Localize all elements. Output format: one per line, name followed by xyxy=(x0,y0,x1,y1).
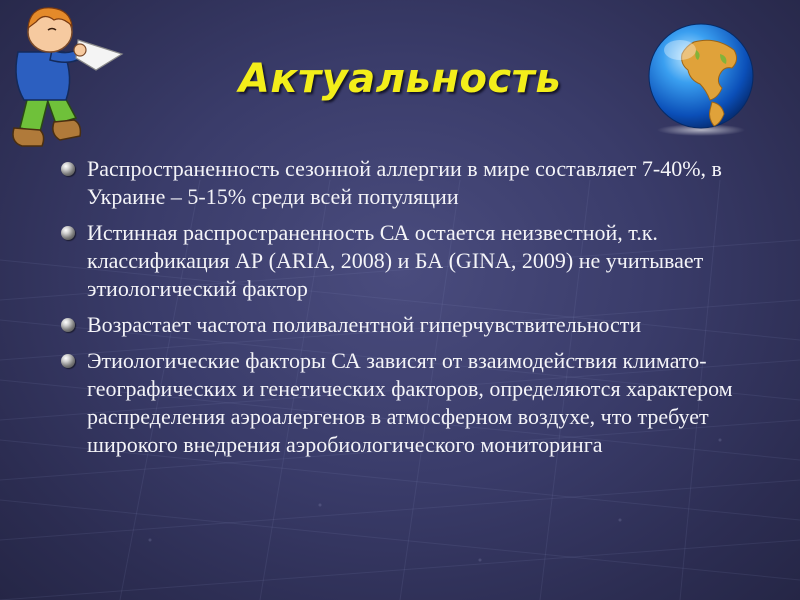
sphere-bullet-icon xyxy=(61,162,75,176)
sphere-bullet-icon xyxy=(61,226,75,240)
slide-title: Актуальность xyxy=(238,56,562,102)
bullet-text: Истинная распространенность СА остается неизвестной, т.к. классификация АР (ARIA, 2008) и БА (GINA, 2009) не учитывает этиологический фактор xyxy=(87,220,704,301)
bullet-item xyxy=(60,219,765,303)
bullet-text: Этиологические факторы СА зависят от взаимодействия климато-географических и генетических факторов, определяются характером распределения аэроалергенов в атмосферном воздухе, что требует широкого внедрения аэробиологического мониторинга xyxy=(87,348,733,457)
bullet-text: Возрастает частота поливалентной гиперчувствительности xyxy=(87,312,642,337)
sphere-bullet-icon xyxy=(61,354,75,368)
sneezing-boy-illustration xyxy=(0,0,135,160)
sphere-bullet-icon xyxy=(61,318,75,332)
bullet-item xyxy=(60,311,765,339)
globe-illustration xyxy=(636,20,766,140)
bullet-item xyxy=(60,155,765,211)
bullet-text: Распространенность сезонной аллергии в мире составляет 7-40%, в Украине – 5-15% среди всей популяции xyxy=(87,156,722,209)
bullet-item xyxy=(60,347,765,459)
bullet-list xyxy=(60,155,765,467)
